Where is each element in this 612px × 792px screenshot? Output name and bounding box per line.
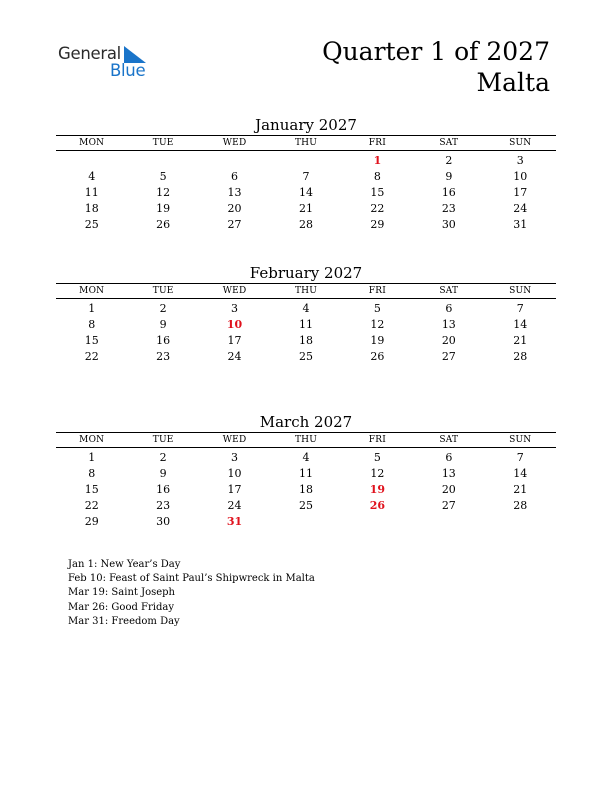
day-cell: 9 (159, 317, 167, 331)
generalblue-logo (58, 44, 168, 84)
month-march (56, 412, 556, 529)
month-title: March 2027 (259, 413, 353, 431)
month-title: January 2027 (255, 116, 357, 134)
day-cell: 5 (159, 169, 167, 183)
day-cell: 12 (370, 317, 385, 331)
day-cell: 6 (445, 450, 453, 464)
day-cell: 28 (513, 349, 528, 363)
day-cell: 21 (513, 333, 528, 347)
day-cell: 22 (84, 498, 99, 512)
day-cell: 23 (156, 498, 171, 512)
weekday-label: TUE (152, 286, 174, 296)
country-title: Malta (476, 68, 550, 97)
weekday-label: SAT (439, 286, 459, 296)
weekday-label: MON (79, 138, 105, 148)
day-cell: 25 (298, 498, 313, 512)
day-cell: 18 (298, 482, 313, 496)
day-cell: 28 (513, 498, 528, 512)
month-title: February 2027 (249, 264, 363, 282)
weekday-label: THU (294, 286, 317, 296)
week-row (56, 449, 556, 465)
month-february (56, 263, 556, 364)
day-cell: 11 (298, 317, 313, 331)
week-row (56, 513, 556, 529)
day-cell: 2 (159, 450, 167, 464)
weekday-label: SUN (509, 435, 532, 445)
day-cell: 25 (298, 349, 313, 363)
day-cell: 18 (84, 201, 99, 215)
weekday-header-row (56, 433, 556, 447)
week-row (56, 481, 556, 497)
day-cell: 16 (156, 333, 171, 347)
day-cell: 29 (84, 514, 99, 528)
week-row (56, 316, 556, 332)
day-cell: 20 (227, 201, 242, 215)
day-cell: 12 (156, 185, 171, 199)
logo-text-blue: Blue (110, 61, 146, 80)
day-cell: 25 (84, 217, 99, 231)
holiday-day-cell: 31 (226, 514, 243, 528)
day-cell: 28 (298, 217, 313, 231)
day-cell: 4 (302, 301, 310, 315)
day-cell: 16 (156, 482, 171, 496)
day-cell: 17 (227, 333, 242, 347)
day-cell: 3 (516, 153, 524, 167)
day-cell: 2 (159, 301, 167, 315)
day-cell: 21 (513, 482, 528, 496)
day-cell: 4 (88, 169, 96, 183)
day-cell: 13 (441, 317, 456, 331)
holiday-notes (68, 558, 315, 629)
day-cell: 2 (445, 153, 453, 167)
weekday-label: FRI (368, 286, 386, 296)
weekday-label: SUN (509, 286, 532, 296)
week-row (56, 348, 556, 364)
week-row (56, 200, 556, 216)
weekday-label: MON (79, 435, 105, 445)
day-cell: 31 (513, 217, 528, 231)
weekday-label: FRI (368, 138, 386, 148)
day-cell: 15 (84, 333, 99, 347)
page-title (322, 36, 550, 98)
weekday-label: WED (222, 435, 247, 445)
holiday-note: Feb 10: Feast of Saint Paul’s Shipwreck in Malta (68, 573, 315, 585)
day-cell: 23 (156, 349, 171, 363)
weekday-label: MON (79, 286, 105, 296)
day-cell: 3 (231, 450, 239, 464)
day-cell: 15 (84, 482, 99, 496)
weekday-label: TUE (152, 138, 174, 148)
day-cell: 7 (516, 301, 524, 315)
day-cell: 19 (156, 201, 171, 215)
quarter-title: Quarter 1 of 2027 (322, 37, 550, 66)
day-cell: 20 (441, 333, 456, 347)
weekday-label: FRI (368, 435, 386, 445)
holiday-day-cell: 19 (369, 482, 386, 496)
day-cell: 15 (370, 185, 385, 199)
day-cell: 8 (88, 466, 96, 480)
day-cell: 16 (441, 185, 456, 199)
weekday-header-row (56, 136, 556, 150)
day-cell: 14 (513, 466, 528, 480)
day-cell: 8 (88, 317, 96, 331)
day-cell: 27 (441, 349, 456, 363)
day-cell: 9 (159, 466, 167, 480)
day-cell: 7 (516, 450, 524, 464)
day-cell: 10 (513, 169, 528, 183)
day-cell: 14 (298, 185, 313, 199)
holiday-day-cell: 10 (226, 317, 243, 331)
holiday-note: Mar 26: Good Friday (68, 601, 174, 613)
week-row (56, 465, 556, 481)
day-cell: 21 (298, 201, 313, 215)
day-cell: 14 (513, 317, 528, 331)
day-cell: 4 (302, 450, 310, 464)
day-cell: 27 (441, 498, 456, 512)
weekday-header-row (56, 284, 556, 298)
logo-text-general: General (58, 44, 121, 63)
day-cell: 24 (227, 498, 242, 512)
day-cell: 17 (513, 185, 528, 199)
week-row (56, 300, 556, 316)
holiday-day-cell: 26 (369, 498, 386, 512)
week-row (56, 216, 556, 232)
weekday-label: TUE (152, 435, 174, 445)
day-cell: 22 (370, 201, 385, 215)
holiday-note: Mar 31: Freedom Day (68, 615, 180, 627)
week-row (56, 184, 556, 200)
day-cell: 5 (373, 301, 381, 315)
day-cell: 24 (227, 349, 242, 363)
day-cell: 24 (513, 201, 528, 215)
day-cell: 6 (445, 301, 453, 315)
holiday-day-cell: 1 (373, 153, 382, 167)
holiday-note: Mar 19: Saint Joseph (68, 587, 176, 599)
day-cell: 30 (441, 217, 456, 231)
day-cell: 23 (441, 201, 456, 215)
weekday-label: SAT (439, 435, 459, 445)
day-cell: 11 (298, 466, 313, 480)
day-cell: 27 (227, 217, 242, 231)
day-cell: 26 (370, 349, 385, 363)
day-cell: 1 (88, 450, 96, 464)
weekday-label: THU (294, 435, 317, 445)
weekday-label: THU (294, 138, 317, 148)
day-cell: 26 (156, 217, 171, 231)
day-cell: 22 (84, 349, 99, 363)
day-cell: 19 (370, 333, 385, 347)
week-row (56, 152, 556, 168)
weekday-label: SUN (509, 138, 532, 148)
day-cell: 18 (298, 333, 313, 347)
day-cell: 9 (445, 169, 453, 183)
day-cell: 20 (441, 482, 456, 496)
day-cell: 13 (441, 466, 456, 480)
month-january (56, 115, 556, 232)
day-cell: 7 (302, 169, 310, 183)
day-cell: 5 (373, 450, 381, 464)
day-cell: 6 (231, 169, 239, 183)
weekday-label: SAT (439, 138, 459, 148)
day-cell: 3 (231, 301, 239, 315)
day-cell: 13 (227, 185, 242, 199)
week-row (56, 168, 556, 184)
weekday-label: WED (222, 286, 247, 296)
day-cell: 10 (227, 466, 242, 480)
day-cell: 12 (370, 466, 385, 480)
day-cell: 29 (370, 217, 385, 231)
day-cell: 1 (88, 301, 96, 315)
week-row (56, 332, 556, 348)
day-cell: 8 (373, 169, 381, 183)
week-row (56, 497, 556, 513)
day-cell: 11 (84, 185, 99, 199)
weekday-label: WED (222, 138, 247, 148)
holiday-note: Jan 1: New Year’s Day (68, 559, 181, 570)
day-cell: 17 (227, 482, 242, 496)
day-cell: 30 (156, 514, 171, 528)
